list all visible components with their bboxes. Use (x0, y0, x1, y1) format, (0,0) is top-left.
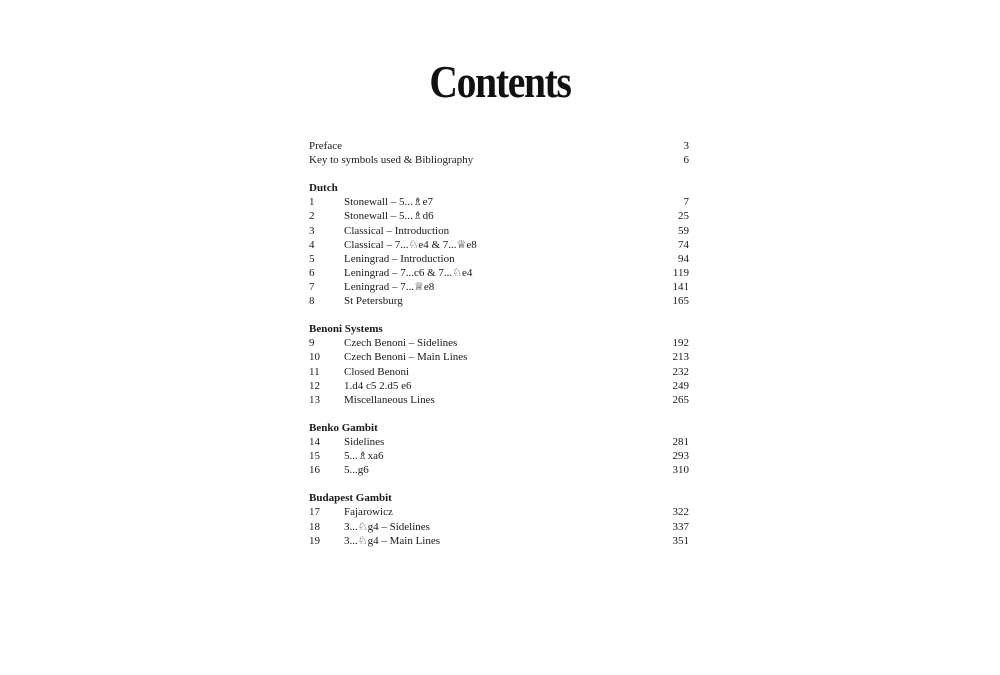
chapter-number: 3 (309, 224, 315, 237)
front-matter-list (309, 139, 689, 167)
chapter-page-number: 192 (672, 337, 689, 350)
chapter-number: 6 (309, 266, 315, 279)
section-heading: Budapest Gambit (309, 492, 392, 505)
chapter-number: 18 (309, 520, 320, 533)
sections-list (309, 167, 689, 548)
toc-entry-label: Preface (309, 140, 342, 152)
chapter-page-number: 293 (672, 450, 689, 463)
chapter-title: St Petersburg (344, 295, 403, 308)
chapter-number: 17 (309, 506, 320, 519)
chapter-title: Miscellaneous Lines (344, 393, 435, 406)
toc-chapter-row (309, 365, 689, 379)
chapter-page-number: 281 (672, 435, 689, 448)
chapter-title: Sidelines (344, 435, 385, 448)
chapter-title: 5...g6 (344, 464, 369, 477)
chapter-number: 7 (309, 280, 315, 293)
chapter-number: 1 (309, 196, 315, 209)
chapter-number: 10 (309, 351, 320, 364)
toc-front-matter-row (309, 153, 689, 167)
chapter-title: Czech Benoni – Main Lines (344, 351, 468, 364)
chapter-page-number: 94 (678, 252, 689, 265)
toc-chapter-row (309, 224, 689, 238)
toc-chapter-row (309, 350, 689, 364)
chapter-title: Leningrad – Introduction (344, 252, 455, 265)
section-heading: Benko Gambit (309, 421, 378, 434)
chapter-number: 5 (309, 252, 315, 265)
chapter-title: 1.d4 c5 2.d5 e6 (344, 379, 412, 392)
chapter-page-number: 265 (672, 393, 689, 406)
toc-chapter-row (309, 209, 689, 223)
chapter-number: 2 (309, 210, 315, 223)
chapter-title: Classical – 7...♘e4 & 7...♕e8 (344, 238, 477, 251)
chapter-title: Fajarowicz (344, 506, 393, 519)
chapter-title: 3...♘g4 – Sidelines (344, 520, 430, 533)
toc-section (309, 308, 689, 407)
chapter-page-number: 232 (672, 365, 689, 378)
toc-section (309, 477, 689, 547)
chapter-title: Stonewall – 5...♗e7 (344, 196, 433, 209)
chapter-number: 11 (309, 365, 320, 378)
toc-chapter-row (309, 294, 689, 308)
chapter-number: 8 (309, 295, 315, 308)
chapter-title: Classical – Introduction (344, 224, 450, 237)
chapter-title: 5...♗xa6 (344, 450, 384, 463)
chapter-page-number: 310 (672, 464, 689, 477)
toc-chapter-row (309, 534, 689, 548)
chapter-page-number: 74 (678, 238, 689, 251)
page-title: Contents (429, 56, 571, 107)
chapter-number: 14 (309, 435, 320, 448)
toc-chapter-row (309, 336, 689, 350)
chapter-page-number: 141 (672, 280, 689, 293)
chapter-page-number: 119 (672, 266, 689, 279)
chapter-page-number: 59 (678, 224, 689, 237)
chapter-page-number: 25 (678, 210, 689, 223)
toc-section (309, 407, 689, 477)
toc-chapter-row (309, 505, 689, 519)
chapter-title: 3...♘g4 – Main Lines (344, 534, 441, 547)
section-spacer (309, 477, 689, 491)
chapter-page-number: 337 (672, 520, 689, 533)
chapter-page-number: 322 (672, 506, 689, 519)
chapter-title: Czech Benoni – Sidelines (344, 337, 458, 350)
toc-entry-label: Key to symbols used & Bibliography (309, 154, 474, 167)
chapter-number: 4 (309, 238, 315, 251)
chapter-number: 19 (309, 534, 320, 547)
toc-entry-page: 6 (683, 154, 689, 167)
chapter-number: 9 (309, 337, 315, 350)
toc-chapter-row (309, 238, 689, 252)
chapter-title: Stonewall – 5...♗d6 (344, 210, 434, 223)
chapter-title: Leningrad – 7...♕e8 (344, 280, 435, 293)
toc-section (309, 167, 689, 308)
chapter-page-number: 351 (672, 534, 689, 547)
table-of-contents (309, 139, 689, 548)
chapter-title: Leningrad – 7...c6 & 7...♘e4 (344, 266, 473, 279)
toc-chapter-row (309, 520, 689, 534)
toc-chapter-row (309, 393, 689, 407)
toc-chapter-row (309, 379, 689, 393)
toc-chapter-row (309, 252, 689, 266)
toc-chapter-row (309, 195, 689, 209)
toc-chapter-row (309, 463, 689, 477)
chapter-title: Closed Benoni (344, 365, 410, 378)
chapter-number: 16 (309, 464, 320, 477)
section-spacer (309, 167, 689, 181)
chapter-number: 12 (309, 379, 320, 392)
toc-chapter-row (309, 280, 689, 294)
toc-chapter-row (309, 266, 689, 280)
toc-entry-page: 3 (683, 140, 689, 152)
chapter-page-number: 165 (672, 295, 689, 308)
chapter-number: 13 (309, 393, 320, 406)
section-spacer (309, 407, 689, 421)
section-heading: Benoni Systems (309, 323, 383, 336)
chapter-number: 15 (309, 450, 320, 463)
section-spacer (309, 308, 689, 322)
section-heading: Dutch (309, 182, 338, 195)
chapter-page-number: 7 (683, 196, 689, 209)
toc-chapter-row (309, 435, 689, 449)
toc-front-matter-row (309, 139, 689, 153)
toc-chapter-row (309, 449, 689, 463)
chapter-page-number: 249 (672, 379, 689, 392)
chapter-page-number: 213 (672, 351, 689, 364)
